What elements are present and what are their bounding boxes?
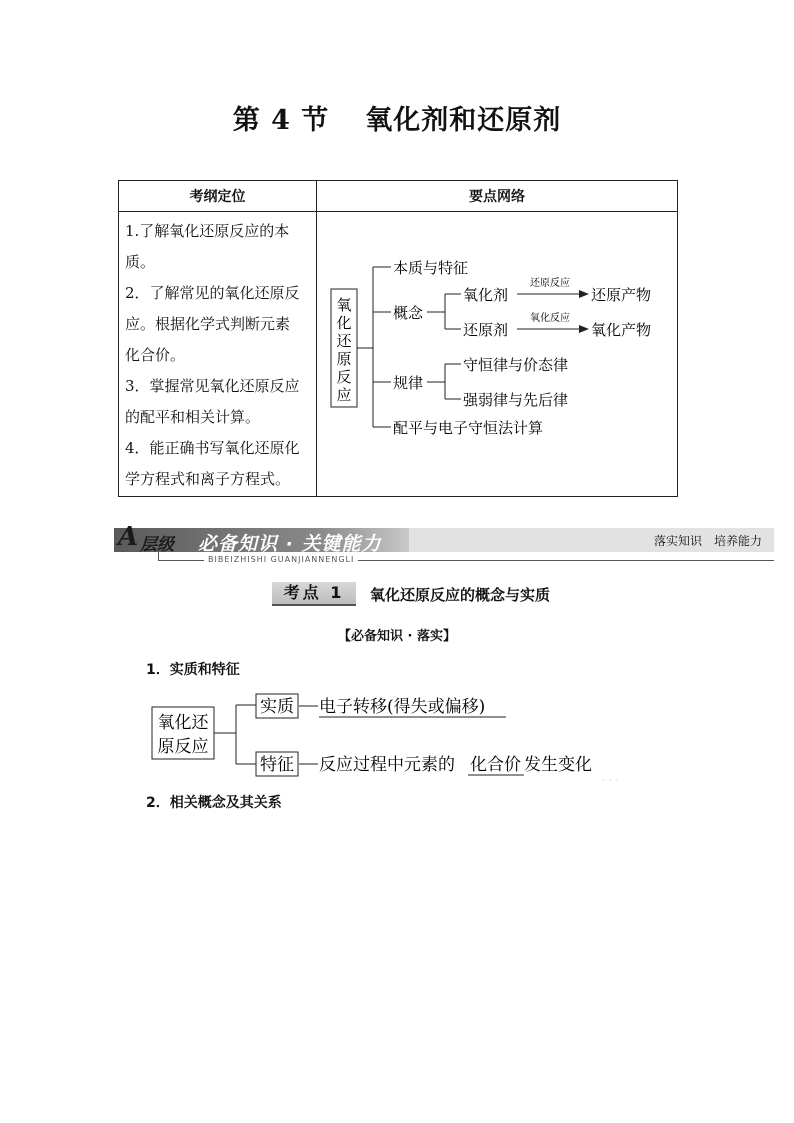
exam-item-line: 的配平和相关计算。 <box>125 408 261 426</box>
node-balancing: 配平与电子守恒法计算 <box>393 419 544 437</box>
banner-level-letter: A <box>118 522 139 552</box>
feature-text-key: 化合价 <box>470 755 521 775</box>
header-exam-position: 考纲定位 <box>119 181 317 212</box>
banner-pinyin: BIBEIZHISHI GUANJIANNENGLI <box>204 555 358 564</box>
main-bracket <box>357 267 391 427</box>
node-strength-order: 强弱律与先后律 <box>463 391 569 409</box>
section-number: 第 4 节 <box>232 105 330 136</box>
exam-position-cell <box>119 212 317 497</box>
faint-watermark: … <box>600 762 624 786</box>
exam-item-line: 4．能正确书写氧化还原化 <box>125 439 300 457</box>
root-char: 还 <box>336 332 352 350</box>
essence-feature-bracket <box>214 705 256 764</box>
section-heading-2: 2．相关概念及其关系 <box>146 795 282 811</box>
arrow-label-oxidation: 氧化反应 <box>530 313 570 324</box>
kaodian-badge <box>272 582 356 606</box>
kaodian-title: 氧化还原反应的概念与实质 <box>370 586 551 604</box>
node-oxidation-product: 氧化产物 <box>591 321 652 339</box>
section-heading-1: 1．实质和特征 <box>146 662 240 678</box>
root-concept-line1: 氧化还 <box>157 713 209 733</box>
level-banner <box>114 522 774 572</box>
banner-main-title: 必备知识 · 关键能力 <box>198 533 382 555</box>
essence-text: 电子转移(得失或偏移) <box>319 697 486 717</box>
banner-hook-line <box>158 552 159 560</box>
concept-bracket <box>427 294 461 329</box>
exam-item-line: 质。 <box>125 253 156 271</box>
arrow-reduction-head <box>579 290 589 298</box>
arrow-label-reduction: 还原反应 <box>530 278 570 289</box>
root-char: 原 <box>336 350 352 368</box>
root-char: 氧 <box>336 296 352 314</box>
banner-right-text: 落实知识 培养能力 <box>653 534 762 548</box>
page-title <box>0 98 794 137</box>
root-char: 化 <box>336 314 352 332</box>
node-conservation-valence: 守恒律与价态律 <box>463 356 569 374</box>
outline-table <box>118 180 678 497</box>
feature-text-post: 发生变化 <box>524 755 592 775</box>
exam-item-line: 1.了解氧化还原反应的本 <box>125 222 290 240</box>
exam-item-line: 2．了解常见的氧化还原反 <box>125 284 300 302</box>
feature-text-pre: 反应过程中元素的 <box>319 755 455 775</box>
exam-item-line: 学方程式和离子方程式。 <box>125 470 291 488</box>
node-reduction-product: 还原产物 <box>591 286 652 304</box>
exam-item-line: 应。根据化学式判断元素 <box>125 315 291 333</box>
banner-right-bar <box>409 528 774 552</box>
root-concept-line2: 原反应 <box>157 737 209 757</box>
feature-label: 特征 <box>260 755 294 775</box>
header-key-network: 要点网络 <box>317 181 678 212</box>
essence-feature-diagram <box>150 690 620 780</box>
key-network-cell <box>317 212 678 497</box>
node-rules: 规律 <box>393 374 424 392</box>
knowledge-subheading: 【必备知识 · 落实】 <box>338 629 456 644</box>
rules-bracket <box>427 364 461 399</box>
node-oxidant: 氧化剂 <box>463 286 509 304</box>
arrow-oxidation-head <box>579 325 589 333</box>
essence-label: 实质 <box>260 697 294 717</box>
section-title: 氧化剂和还原剂 <box>365 105 562 136</box>
banner-level-text: 层级 <box>140 535 174 555</box>
node-reductant: 还原剂 <box>463 321 509 339</box>
root-char: 应 <box>336 386 352 404</box>
kaodian-badge-label: 考点 1 <box>283 583 345 602</box>
exam-item-line: 3．掌握常见氧化还原反应 <box>125 377 300 395</box>
root-char: 反 <box>336 368 352 386</box>
node-essence-feature: 本质与特征 <box>393 259 469 277</box>
node-concept: 概念 <box>393 304 424 322</box>
concept-network-diagram <box>317 212 677 492</box>
exam-item-line: 化合价。 <box>125 346 186 364</box>
